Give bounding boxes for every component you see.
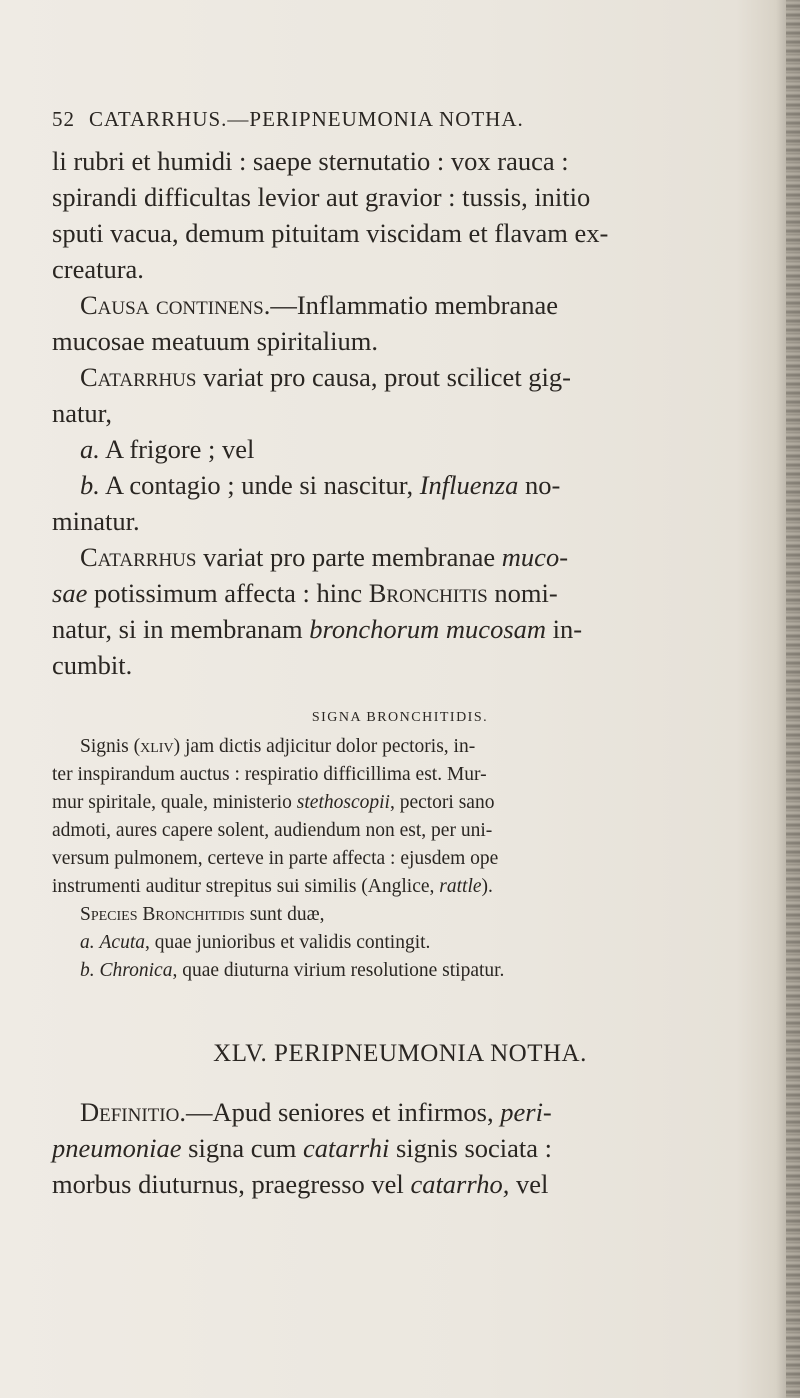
signa-line-3 (52, 789, 762, 817)
definitio-line-2-end: signis sociata : (389, 1133, 553, 1163)
text-line-2: spirandi difficultas levior aut gravior : tussis, initio (52, 182, 591, 212)
definitio-line-2 (52, 1130, 762, 1167)
catarrhus-heading-2: Catarrhus (80, 542, 197, 572)
signa-line-6-b: ). (481, 876, 493, 897)
definitio-line-3-end: vel (509, 1169, 549, 1199)
text-line-3: sputi vacua, demum pituitam viscidam et flavam ex- (52, 218, 609, 248)
text-line-13-end: nomi- (487, 578, 558, 608)
signa-line-4: admoti, aures capere solent, audiendum non est, per uni- (52, 820, 493, 841)
signa-line-1-b: ) jam dictis adjicitur dolor pectoris, in- (173, 736, 476, 757)
rattle-term: rattle (439, 876, 482, 897)
running-header (52, 107, 752, 132)
text-line-1: li rubri et humidi : saepe sternutatio : vox rauca : (52, 146, 569, 176)
text-line-13 (52, 575, 762, 612)
species-a-letter: a. (80, 932, 95, 953)
species-text: sunt duæ, (244, 904, 325, 925)
item-b-text: A contagio ; unde si nascitur, (99, 470, 420, 500)
definitio-line-2-a: signa cum (181, 1133, 303, 1163)
species-heading: Species Bronchitidis (80, 904, 245, 925)
signa-line-3-b: , pectori sano (389, 792, 495, 813)
stethoscopii-term: stethoscopii (296, 792, 390, 813)
influenza-term: Influenza (419, 470, 519, 500)
item-a-text: A frigore ; vel (99, 434, 255, 464)
definitio-line-3-a: morbus diuturnus, praegresso vel (52, 1169, 411, 1199)
catarrhi-term: catarrhi (302, 1133, 390, 1163)
signa-line-2: ter inspirandum auctus : respiratio difficillima est. Mur- (52, 764, 487, 785)
species-a (52, 929, 790, 957)
bronchorum-term: bronchorum mucosam (309, 614, 547, 644)
item-a-letter: a. (80, 434, 100, 464)
text-line-4: creatura. (52, 254, 144, 284)
section-ref: xliv (140, 736, 174, 757)
catarrhus-parte-paragraph (52, 539, 790, 576)
peri-term: peri- (500, 1097, 552, 1127)
species-b (52, 957, 790, 985)
causa-paragraph (52, 287, 790, 324)
text-line-14-end: in- (546, 614, 583, 644)
definitio-line-3 (52, 1166, 762, 1203)
signa-line-5: versum pulmonem, certeve in parte affecta : ejusdem ope (52, 848, 499, 869)
text-line-14-a: natur, si in membranam (52, 614, 310, 644)
item-b (52, 467, 790, 504)
causa-text: —Inflammatio membranae (270, 290, 559, 320)
causa-heading: Causa continens. (80, 290, 271, 320)
catarrho-term: catarrho, (410, 1169, 510, 1199)
page-edge-shadow (786, 0, 800, 1398)
species-line (52, 901, 790, 929)
item-b-letter: b. (80, 470, 100, 500)
running-title: CATARRHUS.—PERIPNEUMONIA NOTHA. (89, 107, 524, 131)
pneumoniae-term: pneumoniae (52, 1133, 182, 1163)
signa-line-1-a: Signis ( (80, 736, 141, 757)
muco-term: muco- (501, 542, 569, 572)
text-line-14 (52, 611, 762, 648)
sae-term: sae (52, 578, 88, 608)
signa-heading: SIGNA BRONCHITIDIS. (311, 710, 489, 725)
page-number: 52 (52, 107, 75, 131)
catarrhus-causa-paragraph (52, 359, 790, 396)
text-line-12: variat pro parte membranae (196, 542, 502, 572)
species-b-letter: b. (80, 960, 95, 981)
text-line-8: natur, (52, 398, 113, 428)
species-b-text: , quae diuturna virium resolutione stipatur. (172, 960, 505, 981)
text-line-13-rest: potissimum affecta : hinc (87, 578, 369, 608)
definitio-line-1 (52, 1094, 790, 1131)
signa-line-3-a: mur spiritale, quale, ministerio (52, 792, 297, 813)
item-b-end: no- (518, 470, 561, 500)
section-title: XLV. PERIPNEUMONIA NOTHA. (213, 1040, 587, 1067)
catarrhus-heading: Catarrhus (80, 362, 197, 392)
text-line-11: minatur. (52, 506, 140, 536)
text-line-6: mucosae meatuum spiritalium. (52, 326, 379, 356)
catarrhus-text: variat pro causa, prout scilicet gig- (196, 362, 571, 392)
species-a-text: , quae junioribus et validis contingit. (144, 932, 431, 953)
definitio-text: —Apud seniores et infirmos, (185, 1097, 501, 1127)
item-a (52, 431, 790, 468)
signa-line-6 (52, 873, 762, 901)
signa-line-1 (52, 733, 790, 761)
text-line-15: cumbit. (52, 650, 133, 680)
chronica-term: Chronica (99, 960, 173, 981)
definitio-heading: Definitio. (80, 1097, 186, 1127)
acuta-term: Acuta (99, 932, 145, 953)
bronchitis-term: Bronchitis (368, 578, 488, 608)
signa-line-6-a: instrumenti auditur strepitus sui similis (Anglice, (52, 876, 440, 897)
